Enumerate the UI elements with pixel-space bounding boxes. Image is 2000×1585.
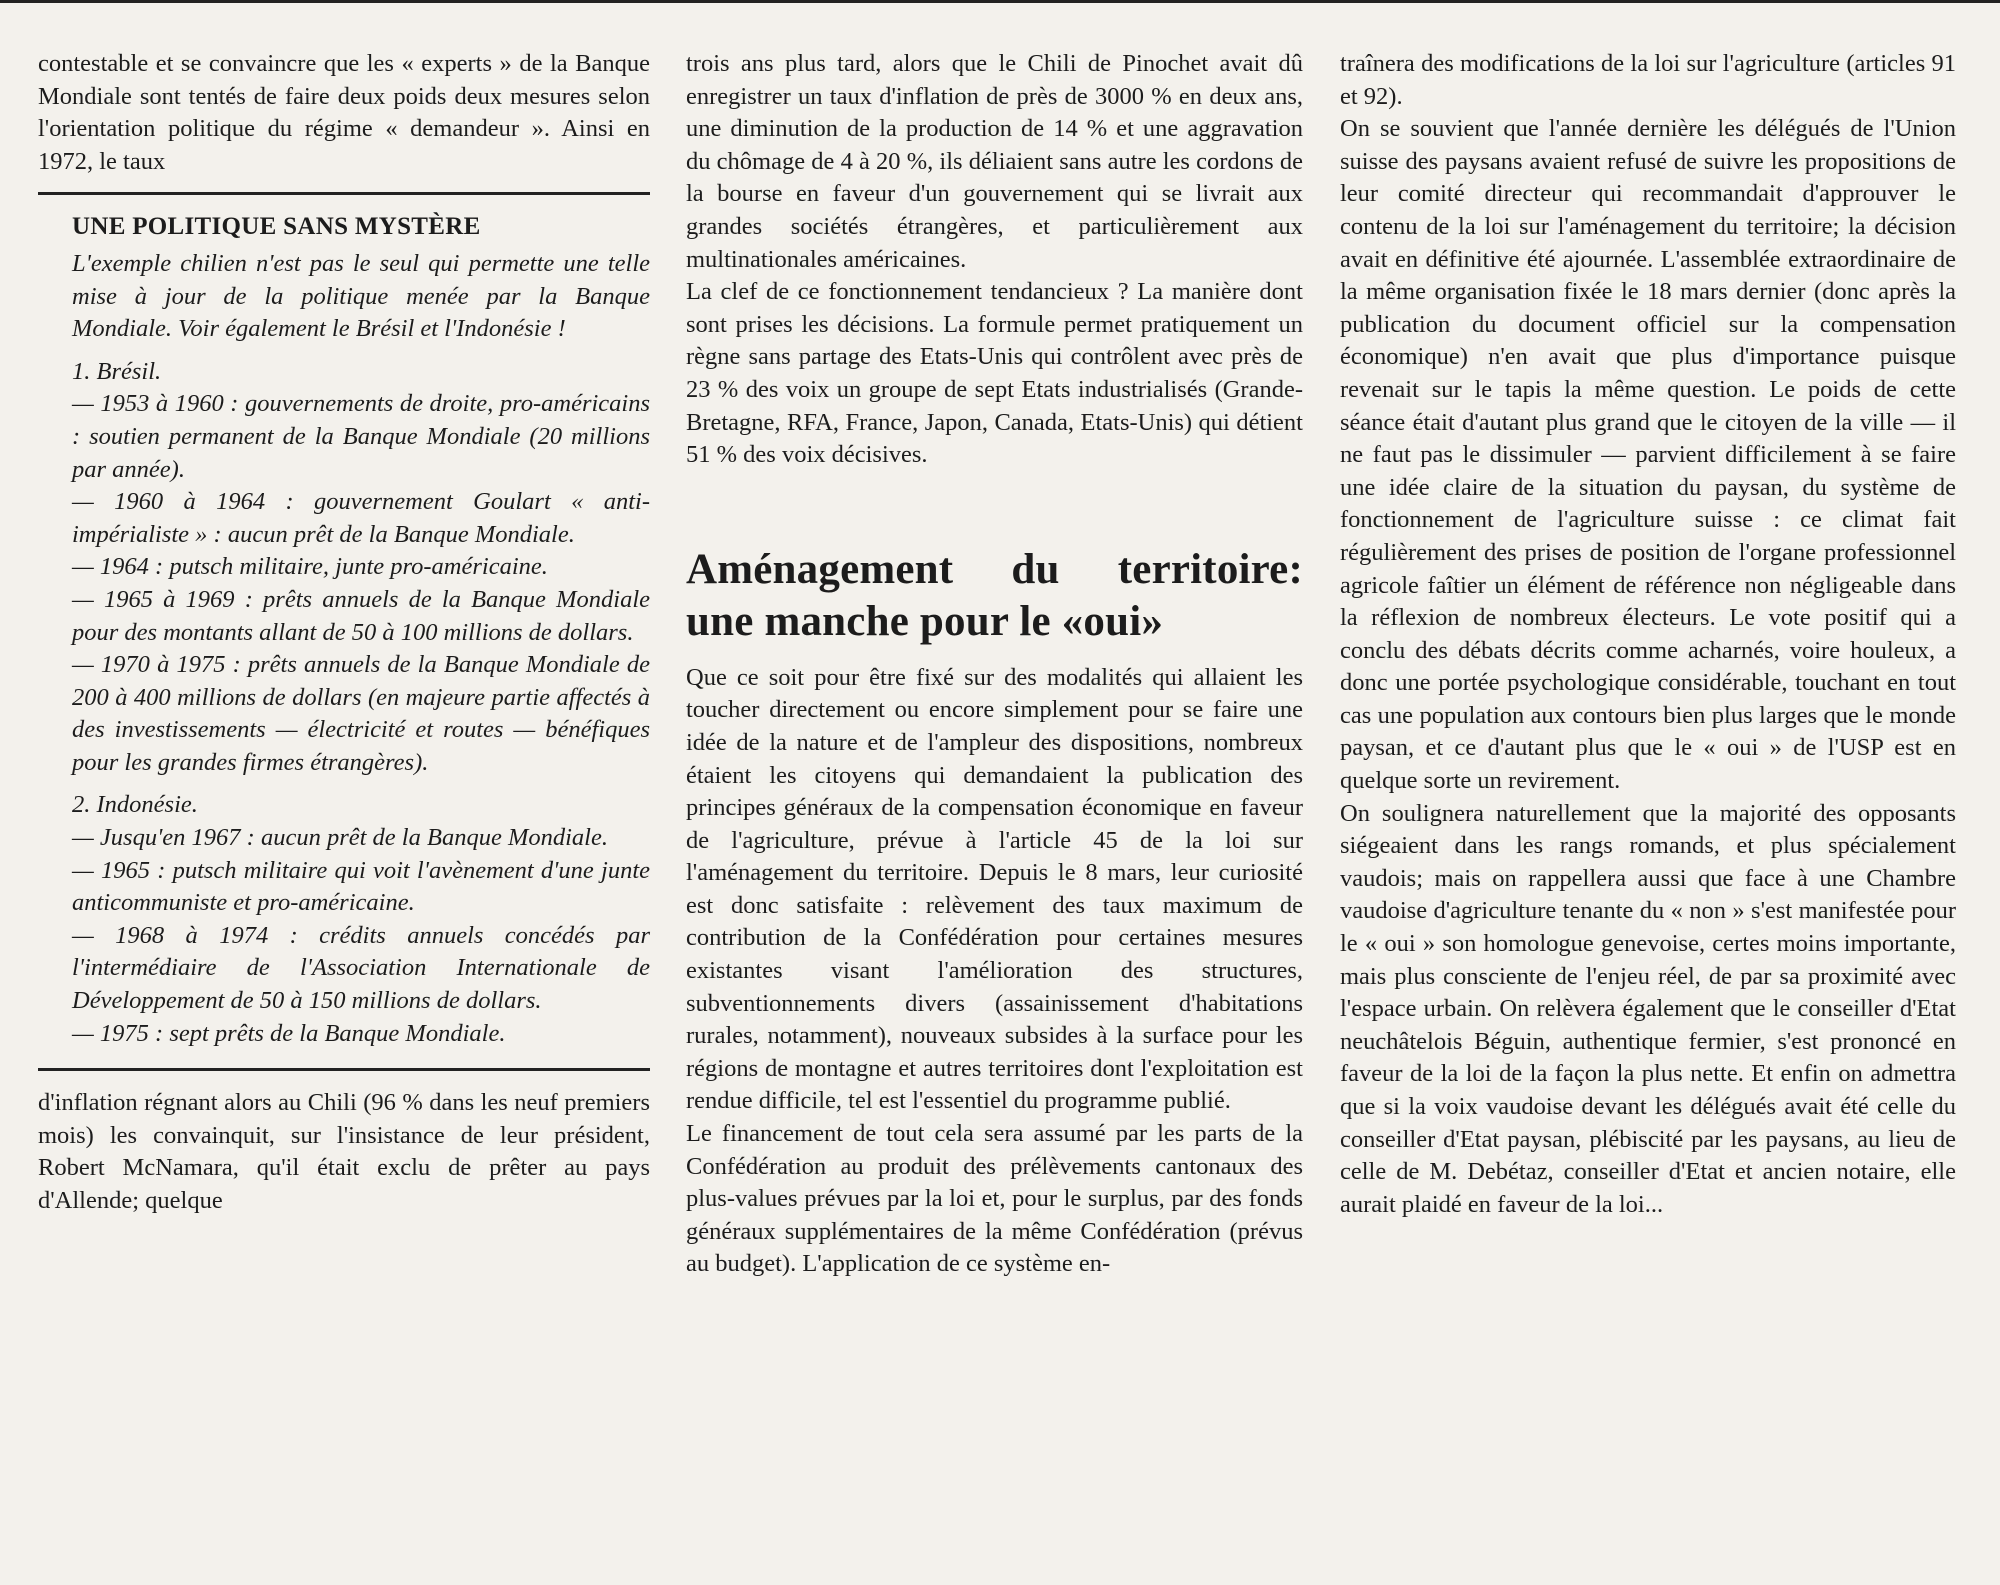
col1-top-text: [38, 48, 650, 178]
headline-line-1: Aménagement du territoire:: [686, 545, 1303, 593]
column-right: [1340, 48, 1956, 1221]
col1-line: contestable et se convaincre que les « experts »: [38, 50, 512, 77]
col3-paragraph: On se souvient que l'année dernière les délégués de l'Union suisse des paysans avaient refusé de suivre les propositions de leur comité directeur qui recommandait d'approuver le contenu de la loi sur l'aménagement du territoire; la décision avait en définitive été ajournée. L'assemblée extraordinaire de la même organisation fixée le 18 mars dernier (donc après la publication du document officiel sur la compensation économique) n'en avait que plus d'importance puisque revenait sur le tapis la même question. Le poids de cette séance était d'autant plus grand que le citoyen de la ville — il ne faut pas le dissimuler — parvient difficilement à se faire une idée claire de la situation du paysan, du système de fonctionnement de l'agriculture suisse : ce climat fait régulièrement des prises de position de l'organe professionnel agricole faîtier un élément de référence non négligeable dans la réflexion de nombreux électeurs. Le vote positif qui a conclu des débats décrits comme acharnés, voire houleux, a donc une portée psychologique considérable, touchant en tout cas une population aux contours bien plus larges que le monde paysan, et ce d'autant plus que le « oui » de l'USP est en quelque sorte un revirement.: [1340, 115, 1956, 795]
col1-line: poids deux mesures selon l'orientation politique: [38, 82, 651, 143]
indonesie-item: — 1965 : putsch militaire qui voit l'avènement d'une junte anticommuniste et pro-américaine.: [72, 856, 650, 917]
col2-paragraph: Le financement de tout cela sera assumé par les parts de la Confédération au produit des prélèvements cantonaux des plus-values prévues par la loi et, pour le surplus, par des fonds généraux supplémentaires de la même Confédération (prévus au budget). L'application de ce système en-: [686, 1120, 1303, 1278]
sidebar-box: [38, 211, 650, 1050]
top-border-rule: [0, 0, 2000, 3]
indonesie-item: — 1975 : sept prêts de la Banque Mondiale.: [72, 1019, 506, 1047]
box-bottom-rule: [38, 1068, 650, 1071]
spacer: [72, 346, 650, 356]
col1-line: de la Banque Mondiale sont tentés de faire deux: [38, 50, 651, 110]
box-title: UNE POLITIQUE SANS MYSTÈRE: [72, 213, 481, 241]
box-top-rule: [38, 192, 650, 195]
bresil-item: — 1970 à 1975 : prêts annuels de la Banque Mondiale de 200 à 400 millions de dollars (en majeure partie affectés à des investissements — électricité et routes — bénéfiques pour les grandes firmes étrangères).: [72, 651, 650, 776]
bresil-heading: 1. Brésil.: [72, 357, 162, 385]
column-left: [38, 48, 650, 1218]
bresil-item: — 1964 : putsch militaire, junte pro-américaine.: [72, 553, 548, 581]
bresil-item: — 1965 à 1969 : prêts annuels de la Banque Mondiale pour des montants allant de 50 à 100 millions de dollars.: [72, 585, 650, 646]
indonesie-item: — Jusqu'en 1967 : aucun prêt de la Banque Mondiale.: [72, 824, 608, 852]
headline-line-2: une manche pour le «oui»: [686, 597, 1164, 645]
col2-paragraph: Que ce soit pour être fixé sur des modalités qui allaient les toucher directement ou encore simplement pour se faire une idée de la nature et de l'ampleur des dispositions, nombreux étaient les citoyens qui demandaient la publication des principes généraux de la compensation économique en faveur de l'agriculture, prévue à l'article 45 de la loi sur l'aménagement du territoire. Depuis le 8 mars, leur curiosité est donc satisfaite : relèvement des taux maximum de contribution de la Confédération pour certaines mesures existantes visant l'amélioration des structures, subventionnements divers (assainissement d'habitations rurales, notamment), nouveaux subsides à la surface pour les régions de montagne et autres territoires dont l'exploitation est rendue difficile, tel est l'essentiel du programme publié.: [686, 663, 1303, 1115]
col1-line: du régime « demandeur ». Ainsi en 1972, le taux: [38, 115, 650, 175]
col3-paragraph: traînera des modifications de la loi sur l'agriculture (articles 91 et 92).: [1340, 50, 1956, 110]
indonesie-item: — 1968 à 1974 : crédits annuels concédés par l'intermédiaire de l'Association Internationale de Développement de 50 à 150 millions de dollars.: [72, 921, 650, 1015]
spacer: [72, 779, 650, 789]
column-middle: [686, 48, 1303, 1281]
bresil-item: — 1953 à 1960 : gouvernements de droite, pro-américains : soutien permanent de la Banque Mondiale (20 millions par année).: [72, 390, 650, 483]
article-headline: [686, 544, 1303, 648]
bresil-item: — 1960 à 1964 : gouvernement Goulart « anti-impérialiste » : aucun prêt de la Banque Mondiale.: [72, 488, 650, 548]
col2-paragraph: trois ans plus tard, alors que le Chili de Pinochet avait dû enregistrer un taux d'inflation de près de 3000 % en deux ans, une diminution de la production de 14 % et une aggravation du chômage de 4 à 20 %, ils déliaient sans autre les cordons de la bourse en faveur d'un gouvernement qui se livrait aux grandes sociétés étrangères, et particulièrement aux multinationales américaines.: [686, 50, 1303, 273]
col2-paragraph: La clef de ce fonctionnement tendancieux ? La manière dont sont prises les décisions. La formule permet pratiquement un règne sans partage des Etats-Unis qui contrôlent avec près de 23 % des voix un groupe de sept Etats industrialisés (Grande-Bretagne, RFA, France, Japon, Canada, Etats-Unis) qui détient 51 % des voix décisives.: [686, 278, 1303, 469]
col3-paragraph: On soulignera naturellement que la majorité des opposants siégeaient dans les rangs romands, et plus spécialement vaudois; mais on rappellera aussi que face à une Chambre vaudoise d'agriculture tenante du « non » s'est manifestée pour le « oui » son homologue genevoise, certes moins importante, mais plus consciente de l'enjeu réel, de par sa proximité avec l'espace urbain. On relèvera également que le conseiller d'Etat neuchâtelois Béguin, authentique fermier, s'est prononcé en faveur de la loi de la façon la plus nette. Et enfin on admettra que si la voix vaudoise devant les délégués avait été celle du conseiller d'Etat paysan, plébiscité par les paysans, au lieu de celle de M. Debétaz, conseiller d'Etat et ancien notaire, elle aurait plaidé en faveur de la loi...: [1340, 799, 1956, 1218]
col1-bottom-text: d'inflation régnant alors au Chili (96 % dans les neuf premiers mois) les convainquit, sur l'insistance de leur président, Robert McNamara, qu'il était exclu de prêter au pays d'Allende; quelque: [38, 1089, 650, 1214]
indonesie-heading: 2. Indonésie.: [72, 791, 198, 819]
box-intro: L'exemple chilien n'est pas le seul qui permette une telle mise à jour de la politique menée par la Banque Mondiale. Voir également le Brésil et l'Indonésie !: [72, 249, 650, 343]
